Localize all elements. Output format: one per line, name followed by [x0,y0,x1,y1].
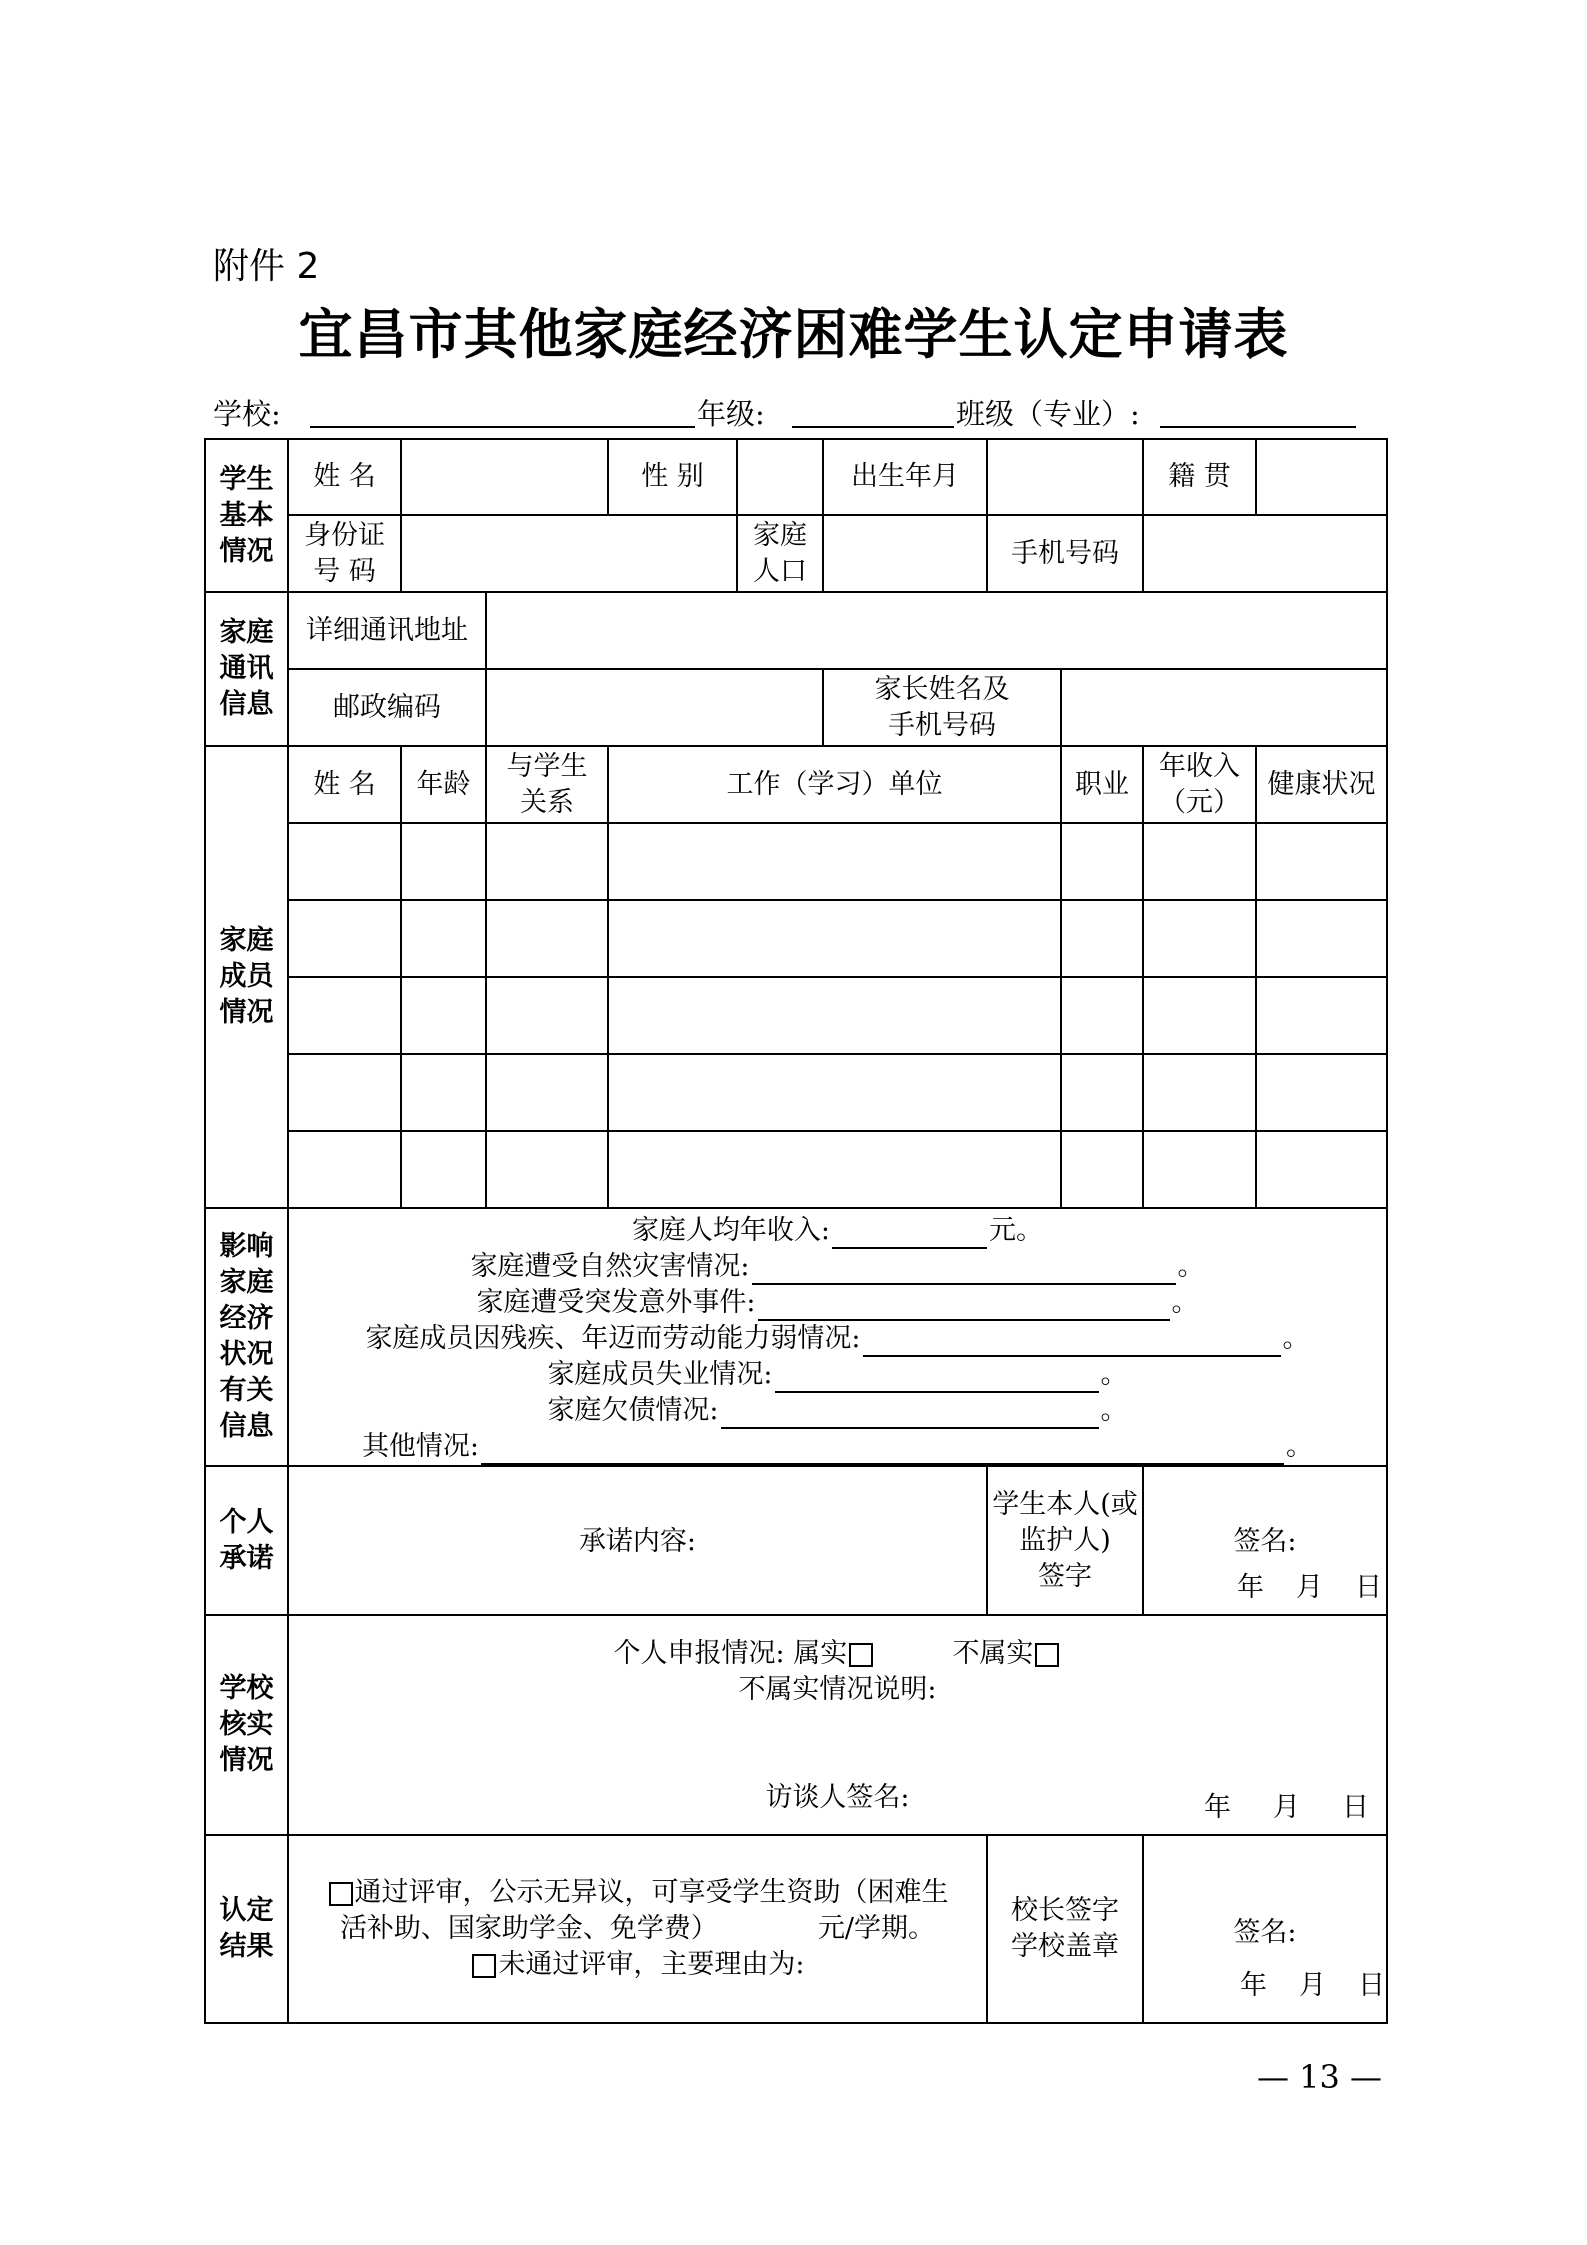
table-row [205,900,1387,977]
pass-text-2: 活补助、国家助学金、免学费） [339,1913,718,1944]
false-option-label: 不属实 [952,1638,1034,1669]
member-cell[interactable] [288,977,401,1054]
result-sign-label: 签名: [1233,1917,1297,1948]
member-cell[interactable] [401,977,486,1054]
promise-signer-label: 学生本人(或 监护人) 签字 [987,1466,1143,1615]
parent-label: 家长姓名及 手机号码 [823,669,1061,746]
parent-field[interactable] [1061,669,1387,746]
name-label: 姓 名 [288,439,401,515]
member-cell[interactable] [608,900,1061,977]
member-cell[interactable] [401,1131,486,1208]
member-work-header: 工作（学习）单位 [608,746,1061,823]
member-cell[interactable] [1061,1054,1143,1131]
class-field[interactable] [1160,426,1356,428]
promise-content[interactable] [288,1466,987,1615]
member-income-header: 年收入 （元） [1143,746,1256,823]
member-cell[interactable] [1143,900,1256,977]
disaster-field[interactable] [752,1255,1176,1285]
accident-label: 家庭遭受突发意外事件: [476,1287,756,1318]
fail-checkbox[interactable] [472,1954,496,1978]
application-form-table [204,438,1388,2024]
attachment-label: 附件 2 [213,246,320,287]
principal-label: 校长签字 学校盖章 [987,1835,1143,2023]
member-cell[interactable] [1143,823,1256,900]
interviewer-label: 访谈人签名: [765,1782,910,1813]
true-checkbox[interactable] [849,1643,873,1667]
result-content: 通过评审，公示无异议，可享受学生资助（困难生 活补助、国家助学金、免学费） 元/学期。 未通过评审，主要理由为: [288,1835,987,2023]
result-sign-area[interactable] [1143,1835,1387,2023]
promise-sign-label: 签名: [1233,1525,1297,1557]
true-option-label: 属实 [793,1638,848,1669]
class-label: 班级（专业）: [956,397,1140,431]
section-family-members: 家庭成员情况 [205,746,288,1208]
disability-label: 家庭成员因残疾、年迈而劳动能力弱情况: [365,1323,861,1354]
member-cell[interactable] [288,1054,401,1131]
explain-label: 不属实情况说明: [738,1674,937,1705]
income-field[interactable] [832,1219,987,1249]
native-label: 籍 贯 [1143,439,1256,515]
false-checkbox[interactable] [1035,1643,1059,1667]
member-cell[interactable] [1061,823,1143,900]
table-row [205,1131,1387,1208]
report-label: 个人申报情况: [613,1638,785,1669]
member-cell[interactable] [1061,977,1143,1054]
member-cell[interactable] [1061,1131,1143,1208]
unemployment-label: 家庭成员失业情况: [547,1359,773,1390]
member-cell[interactable] [1256,977,1387,1054]
pass-text-1: 通过评审，公示无异议，可享受学生资助（困难生 [354,1877,949,1908]
native-field[interactable] [1256,439,1387,515]
section-school-verification: 学校核实情况 [205,1615,288,1835]
fail-text: 未通过评审，主要理由为: [498,1949,805,1980]
member-cell[interactable] [1143,1054,1256,1131]
table-row [205,977,1387,1054]
income-label: 家庭人均年收入: [631,1215,831,1246]
school-label: 学校: [213,397,281,431]
member-cell[interactable] [401,900,486,977]
table-row [205,823,1387,900]
disability-field[interactable] [863,1327,1281,1357]
section-basic-info: 学生基本情况 [205,439,288,592]
member-cell[interactable] [1256,900,1387,977]
member-cell[interactable] [486,977,608,1054]
grade-label: 年级: [697,397,765,431]
address-field[interactable] [486,592,1387,669]
member-cell[interactable] [608,823,1061,900]
factors-content: 家庭人均年收入: 元。 家庭遭受自然灾害情况: 。 家庭遭受突发意外事件: 。 家庭成员因残疾、年迈而劳动能力弱情况: 。 家庭成员失业情况: 。 家庭欠债情况: 。 其他情况: 。 [288,1208,1387,1466]
member-cell[interactable] [401,1054,486,1131]
id-field[interactable] [401,515,737,592]
member-cell[interactable] [1143,977,1256,1054]
debt-label: 家庭欠债情况: [547,1395,719,1426]
member-cell[interactable] [486,900,608,977]
form-title: 宜昌市其他家庭经济困难学生认定申请表 [298,302,1289,366]
grade-field[interactable] [792,426,954,428]
member-job-header: 职业 [1061,746,1143,823]
section-personal-promise: 个人承诺 [205,1466,288,1615]
phone-label: 手机号码 [987,515,1143,592]
member-cell[interactable] [288,823,401,900]
postcode-label: 邮政编码 [288,669,486,746]
gender-label: 性 别 [608,439,737,515]
verify-date: 年 月 日 [1204,1792,1369,1823]
birth-field[interactable] [987,439,1143,515]
member-cell[interactable] [608,1054,1061,1131]
page-number: — 13 — [1256,2058,1382,2096]
verify-content [288,1615,1387,1835]
member-cell[interactable] [1256,1054,1387,1131]
household-label: 家庭 人口 [737,515,823,592]
member-cell[interactable] [1256,823,1387,900]
unemployment-field[interactable] [775,1363,1099,1393]
member-cell[interactable] [486,1054,608,1131]
birth-label: 出生年月 [823,439,987,515]
promise-date: 年 月 日 [1237,1572,1382,1603]
section-economic-factors: 影响家庭经济状况有关信息 [205,1208,288,1466]
member-relation-header: 与学生 关系 [486,746,608,823]
other-label: 其他情况: [361,1431,480,1462]
member-cell[interactable] [608,977,1061,1054]
member-cell[interactable] [486,823,608,900]
member-cell[interactable] [288,900,401,977]
member-name-header: 姓 名 [288,746,401,823]
member-age-header: 年龄 [401,746,486,823]
household-field[interactable] [823,515,987,592]
name-field[interactable] [401,439,608,515]
promise-sign-area[interactable] [1143,1466,1387,1615]
postcode-field[interactable] [486,669,823,746]
member-cell[interactable] [608,1131,1061,1208]
accident-field[interactable] [758,1291,1170,1321]
other-field[interactable] [481,1435,1284,1465]
section-result: 认定结果 [205,1835,288,2023]
gender-field[interactable] [737,439,823,515]
address-label: 详细通讯地址 [288,592,486,669]
school-field[interactable] [310,426,695,428]
result-date: 年 月 日 [1240,1970,1385,2001]
id-label: 身份证 号 码 [288,515,401,592]
member-health-header: 健康状况 [1256,746,1387,823]
member-cell[interactable] [288,1131,401,1208]
debt-field[interactable] [721,1399,1099,1429]
member-cell[interactable] [486,1131,608,1208]
member-cell[interactable] [1061,900,1143,977]
member-cell[interactable] [401,823,486,900]
member-cell[interactable] [1256,1131,1387,1208]
phone-field[interactable] [1143,515,1387,592]
section-contact-info: 家庭通讯信息 [205,592,288,746]
promise-content-label: 承诺内容: [578,1525,697,1557]
disaster-label: 家庭遭受自然灾害情况: [470,1251,750,1282]
pass-checkbox[interactable] [329,1882,353,1906]
member-cell[interactable] [1143,1131,1256,1208]
table-row [205,1054,1387,1131]
